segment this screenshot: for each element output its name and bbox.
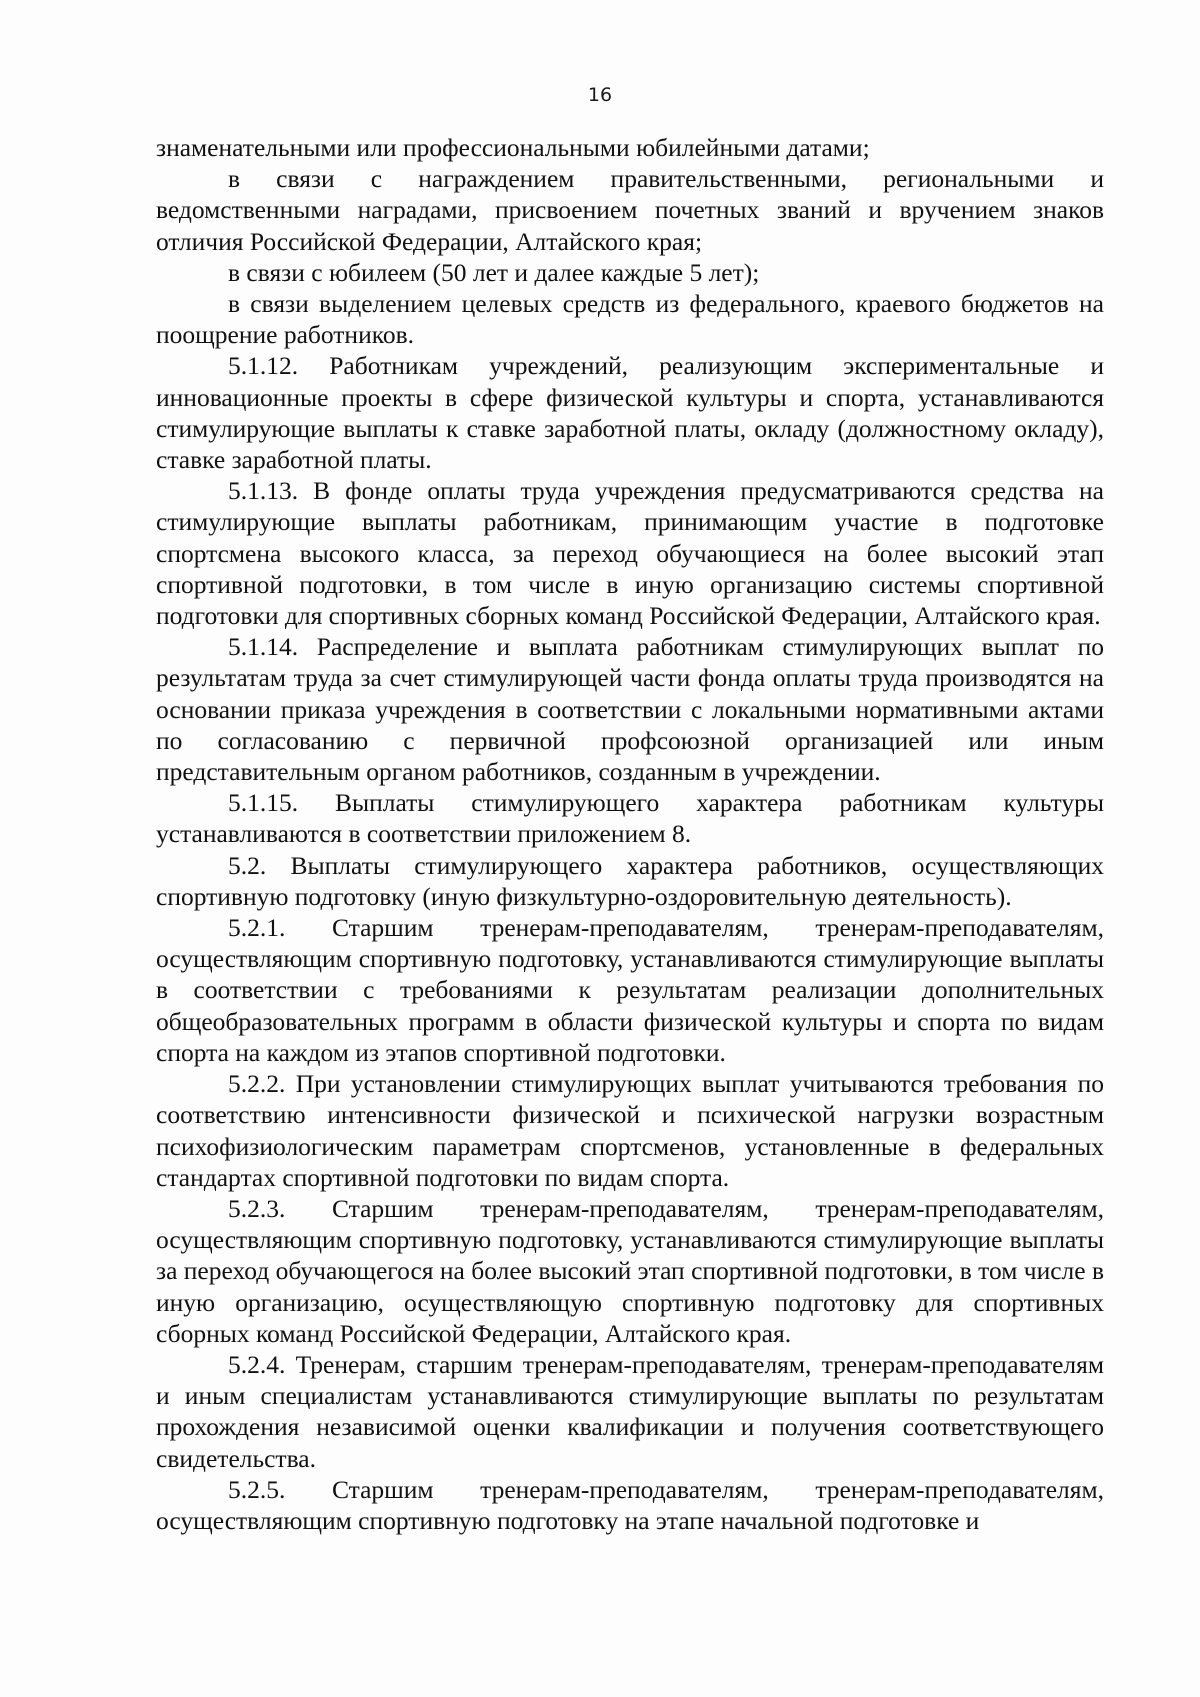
paragraph-5-2-2: 5.2.2. При установлении стимулирующих выплат учитываются требования по соответствию интенсивности физической и психической нагрузки возрастным психофизиологическим параметрам спортсменов, установленные в федеральных стандартах спортивной подготовки по видам спорта. — [156, 1069, 1104, 1192]
paragraph-5-2: 5.2. Выплаты стимулирующего характера работников, осуществляющих спортивную подготовку (иную физкультурно-оздоровительную деятельность). — [156, 850, 1104, 911]
paragraph-5-2-1: 5.2.1. Старшим тренерам-преподавателям, тренерам-преподавателям, осуществляющим спортивную подготовку, устанавливаются стимулирующие выплаты в соответствии с требованиями к результатам реализации дополнительных общеобразовательных программ в области физической культуры и спорта по видам спорта на каждом из этапов спортивной подготовки. — [156, 913, 1104, 1067]
page-number: 16 — [587, 84, 613, 106]
paragraph: в связи с юбилеем (50 лет и далее каждые 5 лет); — [228, 257, 760, 287]
paragraph: в связи выделением целевых средств из федерального, краевого бюджетов на поощрение работников. — [156, 289, 1104, 350]
paragraph-5-1-14: 5.1.14. Распределение и выплата работникам стимулирующих выплат по результатам труда за счет стимулирующей части фонда оплаты труда производятся на основании приказа учреждения в соответствии с локальными нормативными актами по согласованию с первичной профсоюзной организацией или иным представительным органом работников, созданным в учреждении. — [156, 632, 1104, 787]
paragraph: знаменательными или профессиональными юбилейными датами; — [156, 133, 870, 162]
document-body — [156, 132, 1104, 1536]
paragraph-5-2-3: 5.2.3. Старшим тренерам-преподавателям, тренерам-преподавателям, осуществляющим спортивную подготовку, устанавливаются стимулирующие выплаты за переход обучающегося на более высокий этап спортивной подготовки, в том числе в иную организацию, осуществляющую спортивную подготовку для спортивных сборных команд Российской Федерации, Алтайского края. — [156, 1193, 1104, 1348]
paragraph-5-2-4: 5.2.4. Тренерам, старшим тренерам-преподавателям, тренерам-преподавателям и иным специалистам устанавливаются стимулирующие выплаты по результатам прохождения независимой оценки квалификации и получения соответствующего свидетельства. — [156, 1349, 1104, 1473]
paragraph-5-1-13: 5.1.13. В фонде оплаты труда учреждения предусматриваются средства на стимулирующие выплаты работникам, принимающим участие в подготовке спортсмена высокого класса, за переход обучающиеся на более высокий этап спортивной подготовки, в том числе в иную организацию системы спортивной подготовки для спортивных сборных команд Российской Федерации, Алтайского края. — [156, 476, 1104, 631]
paragraph-5-1-12: 5.1.12. Работникам учреждений, реализующим экспериментальные и инновационные проекты в сфере физической культуры и спорта, устанавливаются стимулирующие выплаты к ставке заработной платы, окладу (должностному окладу), ставке заработной платы. — [156, 351, 1104, 475]
paragraph-5-2-5: 5.2.5. Старшим тренерам-преподавателям, тренерам-преподавателям, осуществляющим спортивную подготовку на этапе начальной подготовке и — [156, 1474, 1104, 1535]
paragraph: в связи с награждением правительственными, региональными и ведомственными наградами, присвоением почетных званий и вручением знаков отличия Российской Федерации, Алтайского края; — [156, 164, 1104, 256]
paragraph-5-1-15: 5.1.15. Выплаты стимулирующего характера работникам культуры устанавливаются в соответствии приложением 8. — [156, 788, 1104, 849]
